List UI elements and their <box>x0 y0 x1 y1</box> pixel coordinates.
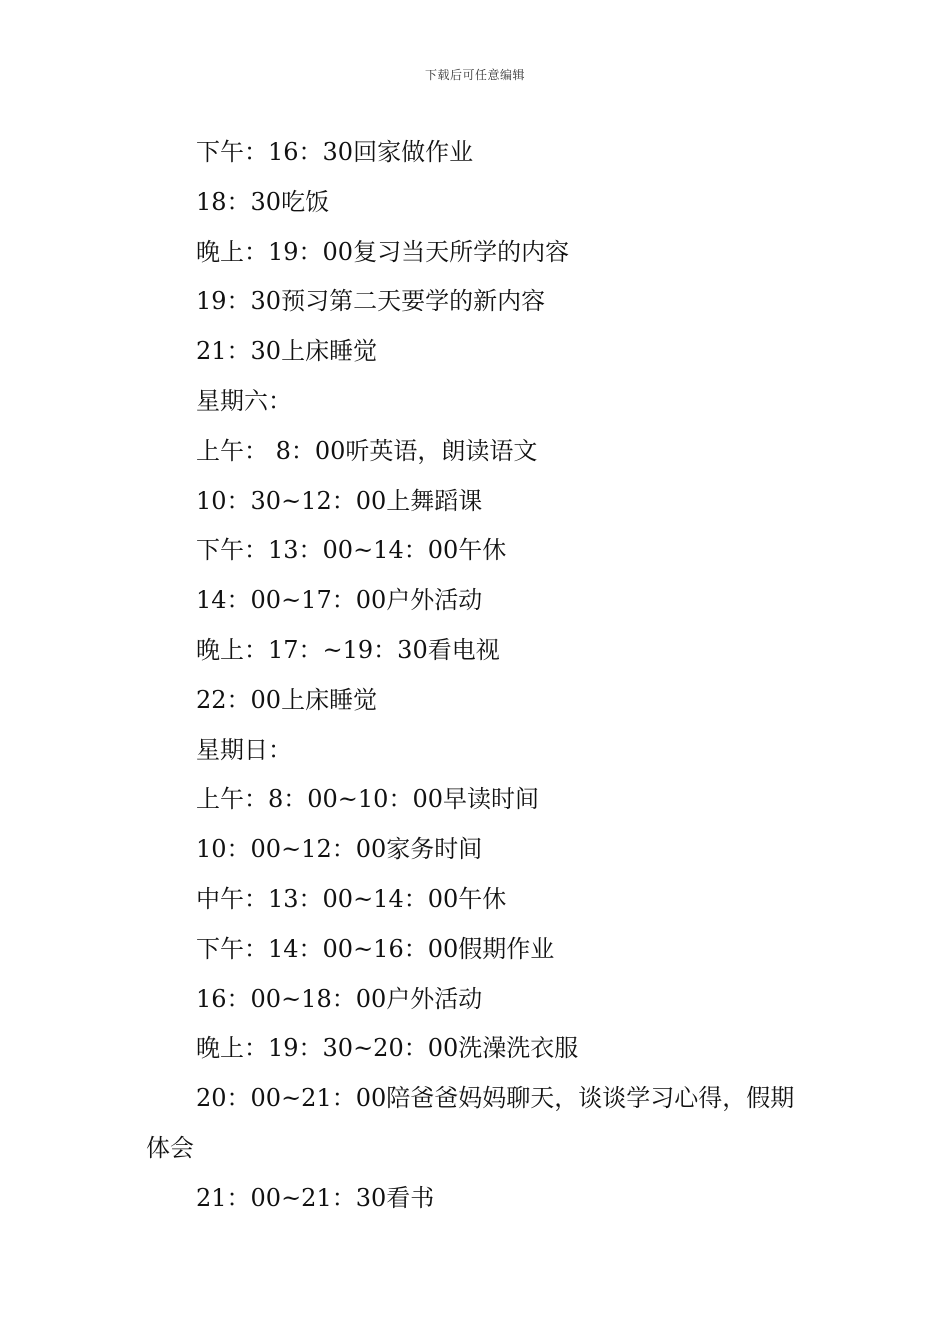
schedule-line: 下午：13：00~14：00午休 <box>196 536 507 565</box>
schedule-line: 21：30上床睡觉 <box>196 337 378 366</box>
schedule-line: 10：30~12：00上舞蹈课 <box>196 486 483 515</box>
schedule-line: 10：00~12：00家务时间 <box>196 835 483 864</box>
section-heading-sunday: 星期日： <box>196 735 292 764</box>
schedule-line: 14：00~17：00户外活动 <box>196 586 483 615</box>
schedule-line: 中午：13：00~14：00午休 <box>196 884 507 913</box>
schedule-line: 晚上：17：~19：30看电视 <box>196 635 500 664</box>
schedule-line: 晚上：19：30~20：00洗澡洗衣服 <box>196 1034 579 1063</box>
page-header: 下载后可任意编辑 <box>424 68 525 82</box>
schedule-line: 21：00~21：30看书 <box>196 1183 435 1212</box>
schedule-line: 晚上：19：00复习当天所学的内容 <box>196 237 570 266</box>
schedule-line: 上午：8：00~10：00早读时间 <box>196 785 539 814</box>
schedule-line: 20：00~21：00陪爸爸妈妈聊天，谈谈学习心得，假期体会 <box>146 1084 795 1162</box>
schedule-line: 22：00上床睡觉 <box>196 685 378 714</box>
schedule-line: 下午：14：00~16：00假期作业 <box>196 934 555 963</box>
schedule-line: 16：00~18：00户外活动 <box>196 984 483 1013</box>
schedule-line: 19：30预习第二天要学的新内容 <box>196 287 546 316</box>
schedule-body <box>146 128 810 1224</box>
section-heading-saturday: 星期六： <box>196 386 292 415</box>
schedule-line: 18：30吃饭 <box>196 187 330 216</box>
schedule-line: 下午：16：30回家做作业 <box>196 138 474 166</box>
schedule-line: 上午： 8：00听英语，朗读语文 <box>196 436 538 465</box>
